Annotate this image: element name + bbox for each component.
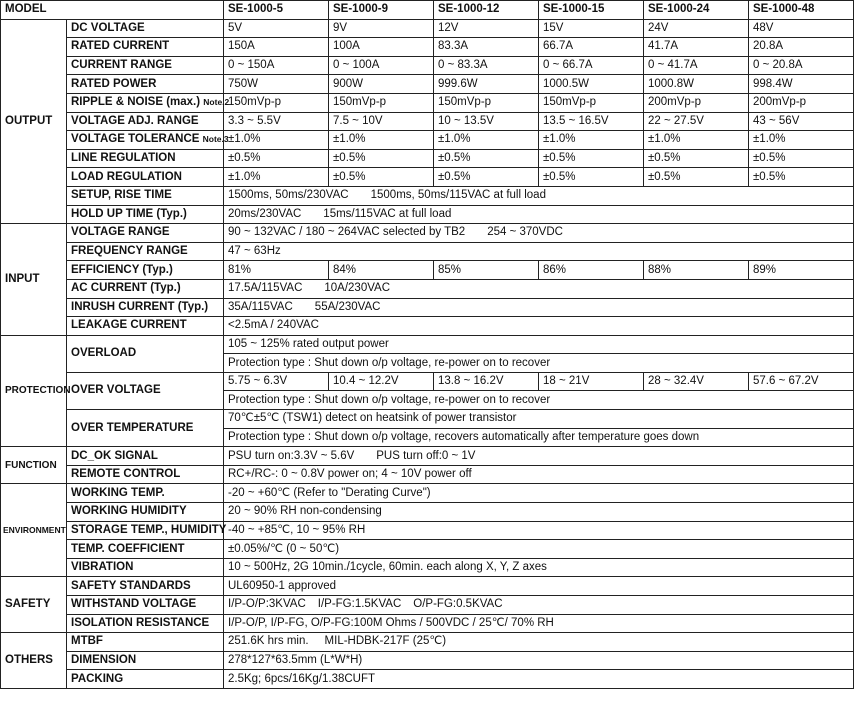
spec-row — [1, 112, 854, 131]
spec-row — [1, 410, 854, 429]
value-part: 254 ~ 370VDC — [487, 226, 563, 239]
row-label: OVERLOAD — [67, 335, 224, 372]
row-label: WORKING TEMP. — [67, 484, 224, 503]
cell-value: 150A — [224, 38, 329, 57]
value-part: 1500ms, 50ms/230VAC — [228, 189, 349, 202]
cell-value: 3.3 ~ 5.5V — [224, 112, 329, 131]
cell-value — [224, 205, 854, 224]
row-label: LEAKAGE CURRENT — [67, 317, 224, 336]
cell-value: 24V — [644, 19, 749, 38]
spec-row — [1, 242, 854, 261]
value-part: 35A/115VAC — [228, 300, 293, 313]
cell-value: 10 ~ 13.5V — [434, 112, 539, 131]
spec-row — [1, 596, 854, 615]
cell-value: 5.75 ~ 6.3V — [224, 372, 329, 391]
spec-row — [1, 633, 854, 652]
cell-value: 12V — [434, 19, 539, 38]
cell-value: ±0.5% — [224, 149, 329, 168]
category-protection: PROTECTION — [1, 335, 67, 447]
cell-value: 998.4W — [749, 75, 854, 94]
row-label: WORKING HUMIDITY — [67, 503, 224, 522]
cell-value: 7.5 ~ 10V — [329, 112, 434, 131]
spec-row — [1, 149, 854, 168]
category-function: FUNCTION — [1, 447, 67, 484]
row-label: OVER TEMPERATURE — [67, 410, 224, 447]
cell-value: 20.8A — [749, 38, 854, 57]
spec-row — [1, 651, 854, 670]
cell-value: ±0.5% — [749, 149, 854, 168]
cell-value: 0 ~ 83.3A — [434, 56, 539, 75]
value-part: I/P-FG:1.5KVAC — [317, 598, 402, 611]
category-safety: SAFETY — [1, 577, 67, 633]
cell-value: 0 ~ 100A — [329, 56, 434, 75]
cell-value: 0 ~ 150A — [224, 56, 329, 75]
cell-value: ±1.0% — [224, 131, 329, 150]
cell-value: ±0.5% — [329, 149, 434, 168]
row-label: TEMP. COEFFICIENT — [67, 540, 224, 559]
row-label: VOLTAGE RANGE — [67, 224, 224, 243]
row-label: RATED CURRENT — [67, 38, 224, 57]
cell-value: 18 ~ 21V — [539, 372, 644, 391]
spec-row — [1, 168, 854, 187]
row-label-text: RIPPLE & NOISE (max.) — [71, 96, 201, 109]
cell-value: ±0.5% — [329, 168, 434, 187]
spec-row — [1, 614, 854, 633]
cell-value — [224, 186, 854, 205]
cell-value: ±0.5% — [434, 168, 539, 187]
cell-value: ±0.5% — [434, 149, 539, 168]
cell-value: ±0.5% — [644, 168, 749, 187]
value-part: 251.6K hrs min. — [228, 635, 309, 648]
spec-row — [1, 75, 854, 94]
cell-value: 150mVp-p — [329, 93, 434, 112]
category-others: OTHERS — [1, 633, 67, 689]
cell-value: 0 ~ 20.8A — [749, 56, 854, 75]
model-name: SE-1000-24 — [644, 1, 749, 20]
row-label: WITHSTAND VOLTAGE — [67, 596, 224, 615]
cell-value: ±1.0% — [434, 131, 539, 150]
cell-value: 15V — [539, 19, 644, 38]
cell-value: 85% — [434, 261, 539, 280]
row-label: OVER VOLTAGE — [67, 372, 224, 409]
spec-row — [1, 465, 854, 484]
cell-value: 43 ~ 56V — [749, 112, 854, 131]
spec-row — [1, 335, 854, 354]
cell-value: 1000.8W — [644, 75, 749, 94]
row-label: RATED POWER — [67, 75, 224, 94]
row-label: CURRENT RANGE — [67, 56, 224, 75]
cell-value: ±1.0% — [749, 131, 854, 150]
cell-value: 13.8 ~ 16.2V — [434, 372, 539, 391]
value-part: 17.5A/115VAC — [228, 282, 303, 295]
model-label: MODEL — [1, 1, 224, 20]
model-name: SE-1000-9 — [329, 1, 434, 20]
row-label: SAFETY STANDARDS — [67, 577, 224, 596]
cell-value — [224, 633, 854, 652]
note-ref: Note.2 — [203, 97, 230, 108]
cell-value: 70℃±5℃ (TSW1) detect on heatsink of power transistor — [224, 410, 854, 429]
cell-value: 22 ~ 27.5V — [644, 112, 749, 131]
row-label: EFFICIENCY (Typ.) — [67, 261, 224, 280]
spec-row — [1, 577, 854, 596]
cell-value: ±0.5% — [539, 168, 644, 187]
spec-row — [1, 93, 854, 112]
value-part: 20ms/230VAC — [228, 207, 302, 220]
cell-value: 0 ~ 66.7A — [539, 56, 644, 75]
cell-value: -40 ~ +85℃, 10 ~ 95% RH — [224, 521, 854, 540]
cell-value: 105 ~ 125% rated output power — [224, 335, 854, 354]
cell-value: 41.7A — [644, 38, 749, 57]
row-label: VOLTAGE ADJ. RANGE — [67, 112, 224, 131]
cell-value: ±0.05%/℃ (0 ~ 50℃) — [224, 540, 854, 559]
cell-value: I/P-O/P, I/P-FG, O/P-FG:100M Ohms / 500VDC / 25℃/ 70% RH — [224, 614, 854, 633]
spec-row — [1, 186, 854, 205]
cell-value: 86% — [539, 261, 644, 280]
spec-row — [1, 558, 854, 577]
cell-value: UL60950-1 approved — [224, 577, 854, 596]
spec-row — [1, 224, 854, 243]
model-header-row — [1, 1, 854, 20]
value-part: MIL-HDBK-217F (25℃) — [324, 635, 447, 648]
cell-value: 89% — [749, 261, 854, 280]
cell-value: 200mVp-p — [749, 93, 854, 112]
spec-row — [1, 298, 854, 317]
row-label: REMOTE CONTROL — [67, 465, 224, 484]
row-label: PACKING — [67, 670, 224, 689]
cell-value: ±0.5% — [539, 149, 644, 168]
row-label: DC VOLTAGE — [67, 19, 224, 38]
category-environment: ENVIRONMENT — [1, 484, 67, 577]
row-label-text: VOLTAGE TOLERANCE — [71, 133, 200, 146]
cell-value: 57.6 ~ 67.2V — [749, 372, 854, 391]
cell-value: 200mVp-p — [644, 93, 749, 112]
cell-value: 28 ~ 32.4V — [644, 372, 749, 391]
cell-value: 150mVp-p — [434, 93, 539, 112]
model-name: SE-1000-48 — [749, 1, 854, 20]
cell-value: 150mVp-p — [224, 93, 329, 112]
cell-value: ±0.5% — [749, 168, 854, 187]
value-part: PSU turn on:3.3V ~ 5.6V — [228, 449, 355, 462]
value-part: 10A/230VAC — [324, 282, 391, 295]
spec-row — [1, 484, 854, 503]
cell-value: 1000.5W — [539, 75, 644, 94]
model-name: SE-1000-12 — [434, 1, 539, 20]
cell-value: RC+/RC-: 0 ~ 0.8V power on; 4 ~ 10V power off — [224, 465, 854, 484]
cell-value: 81% — [224, 261, 329, 280]
cell-value: 13.5 ~ 16.5V — [539, 112, 644, 131]
spec-row — [1, 372, 854, 391]
value-part: PUS turn off:0 ~ 1V — [376, 449, 476, 462]
model-name: SE-1000-5 — [224, 1, 329, 20]
row-label — [67, 93, 230, 112]
cell-value: 100A — [329, 38, 434, 57]
spec-row — [1, 56, 854, 75]
spec-row — [1, 503, 854, 522]
cell-value: Protection type : Shut down o/p voltage, re-power on to recover — [224, 391, 854, 410]
spec-row — [1, 205, 854, 224]
spec-row — [1, 317, 854, 336]
note-ref: Note.3 — [202, 134, 229, 145]
spec-row — [1, 38, 854, 57]
row-label: VIBRATION — [67, 558, 224, 577]
cell-value: 278*127*63.5mm (L*W*H) — [224, 651, 854, 670]
spec-row — [1, 279, 854, 298]
model-name: SE-1000-15 — [539, 1, 644, 20]
cell-value — [224, 596, 854, 615]
cell-value: 47 ~ 63Hz — [224, 242, 854, 261]
row-label: SETUP, RISE TIME — [67, 186, 224, 205]
cell-value: <2.5mA / 240VAC — [224, 317, 854, 336]
cell-value: 2.5Kg; 6pcs/16Kg/1.38CUFT — [224, 670, 854, 689]
cell-value: 88% — [644, 261, 749, 280]
spec-row — [1, 447, 854, 466]
cell-value: Protection type : Shut down o/p voltage, recovers automatically after temperature goes down — [224, 428, 854, 447]
cell-value: 84% — [329, 261, 434, 280]
cell-value: 900W — [329, 75, 434, 94]
row-label: LOAD REGULATION — [67, 168, 224, 187]
spec-row — [1, 540, 854, 559]
cell-value: 10.4 ~ 12.2V — [329, 372, 434, 391]
cell-value: 750W — [224, 75, 329, 94]
spec-row — [1, 521, 854, 540]
row-label: DC_OK SIGNAL — [67, 447, 224, 466]
cell-value — [224, 224, 854, 243]
cell-value: 9V — [329, 19, 434, 38]
spec-row — [1, 19, 854, 38]
cell-value: 150mVp-p — [539, 93, 644, 112]
spec-row — [1, 131, 854, 150]
row-label: HOLD UP TIME (Typ.) — [67, 205, 224, 224]
value-part: 15ms/115VAC at full load — [323, 207, 452, 220]
cell-value: 20 ~ 90% RH non-condensing — [224, 503, 854, 522]
cell-value: 66.7A — [539, 38, 644, 57]
cell-value: 83.3A — [434, 38, 539, 57]
value-part: 90 ~ 132VAC / 180 ~ 264VAC selected by TB2 — [228, 226, 466, 239]
row-label: FREQUENCY RANGE — [67, 242, 224, 261]
cell-value: 999.6W — [434, 75, 539, 94]
cell-value: -20 ~ +60℃ (Refer to "Derating Curve") — [224, 484, 854, 503]
row-label: ISOLATION RESISTANCE — [67, 614, 224, 633]
cell-value: ±1.0% — [329, 131, 434, 150]
cell-value: 10 ~ 500Hz, 2G 10min./1cycle, 60min. each along X, Y, Z axes — [224, 558, 854, 577]
spec-row — [1, 670, 854, 689]
value-part: O/P-FG:0.5KVAC — [413, 598, 503, 611]
category-input: INPUT — [1, 224, 67, 336]
cell-value: ±1.0% — [539, 131, 644, 150]
row-label: LINE REGULATION — [67, 149, 224, 168]
value-part: 55A/230VAC — [314, 300, 381, 313]
value-part: 1500ms, 50ms/115VAC at full load — [370, 189, 546, 202]
row-label: STORAGE TEMP., HUMIDITY — [67, 521, 224, 540]
spec-row — [1, 261, 854, 280]
row-label — [67, 131, 229, 150]
row-label: MTBF — [67, 633, 224, 652]
cell-value — [224, 447, 854, 466]
cell-value — [224, 298, 854, 317]
cell-value: 0 ~ 41.7A — [644, 56, 749, 75]
row-label: INRUSH CURRENT (Typ.) — [67, 298, 224, 317]
cell-value: ±1.0% — [644, 131, 749, 150]
category-output: OUTPUT — [1, 19, 67, 224]
row-label: AC CURRENT (Typ.) — [67, 279, 224, 298]
row-label: DIMENSION — [67, 651, 224, 670]
cell-value: Protection type : Shut down o/p voltage, re-power on to recover — [224, 354, 854, 373]
cell-value: ±1.0% — [224, 168, 329, 187]
value-part: I/P-O/P:3KVAC — [228, 598, 306, 611]
cell-value: 48V — [749, 19, 854, 38]
cell-value — [224, 279, 854, 298]
cell-value: ±0.5% — [644, 149, 749, 168]
cell-value: 5V — [224, 19, 329, 38]
